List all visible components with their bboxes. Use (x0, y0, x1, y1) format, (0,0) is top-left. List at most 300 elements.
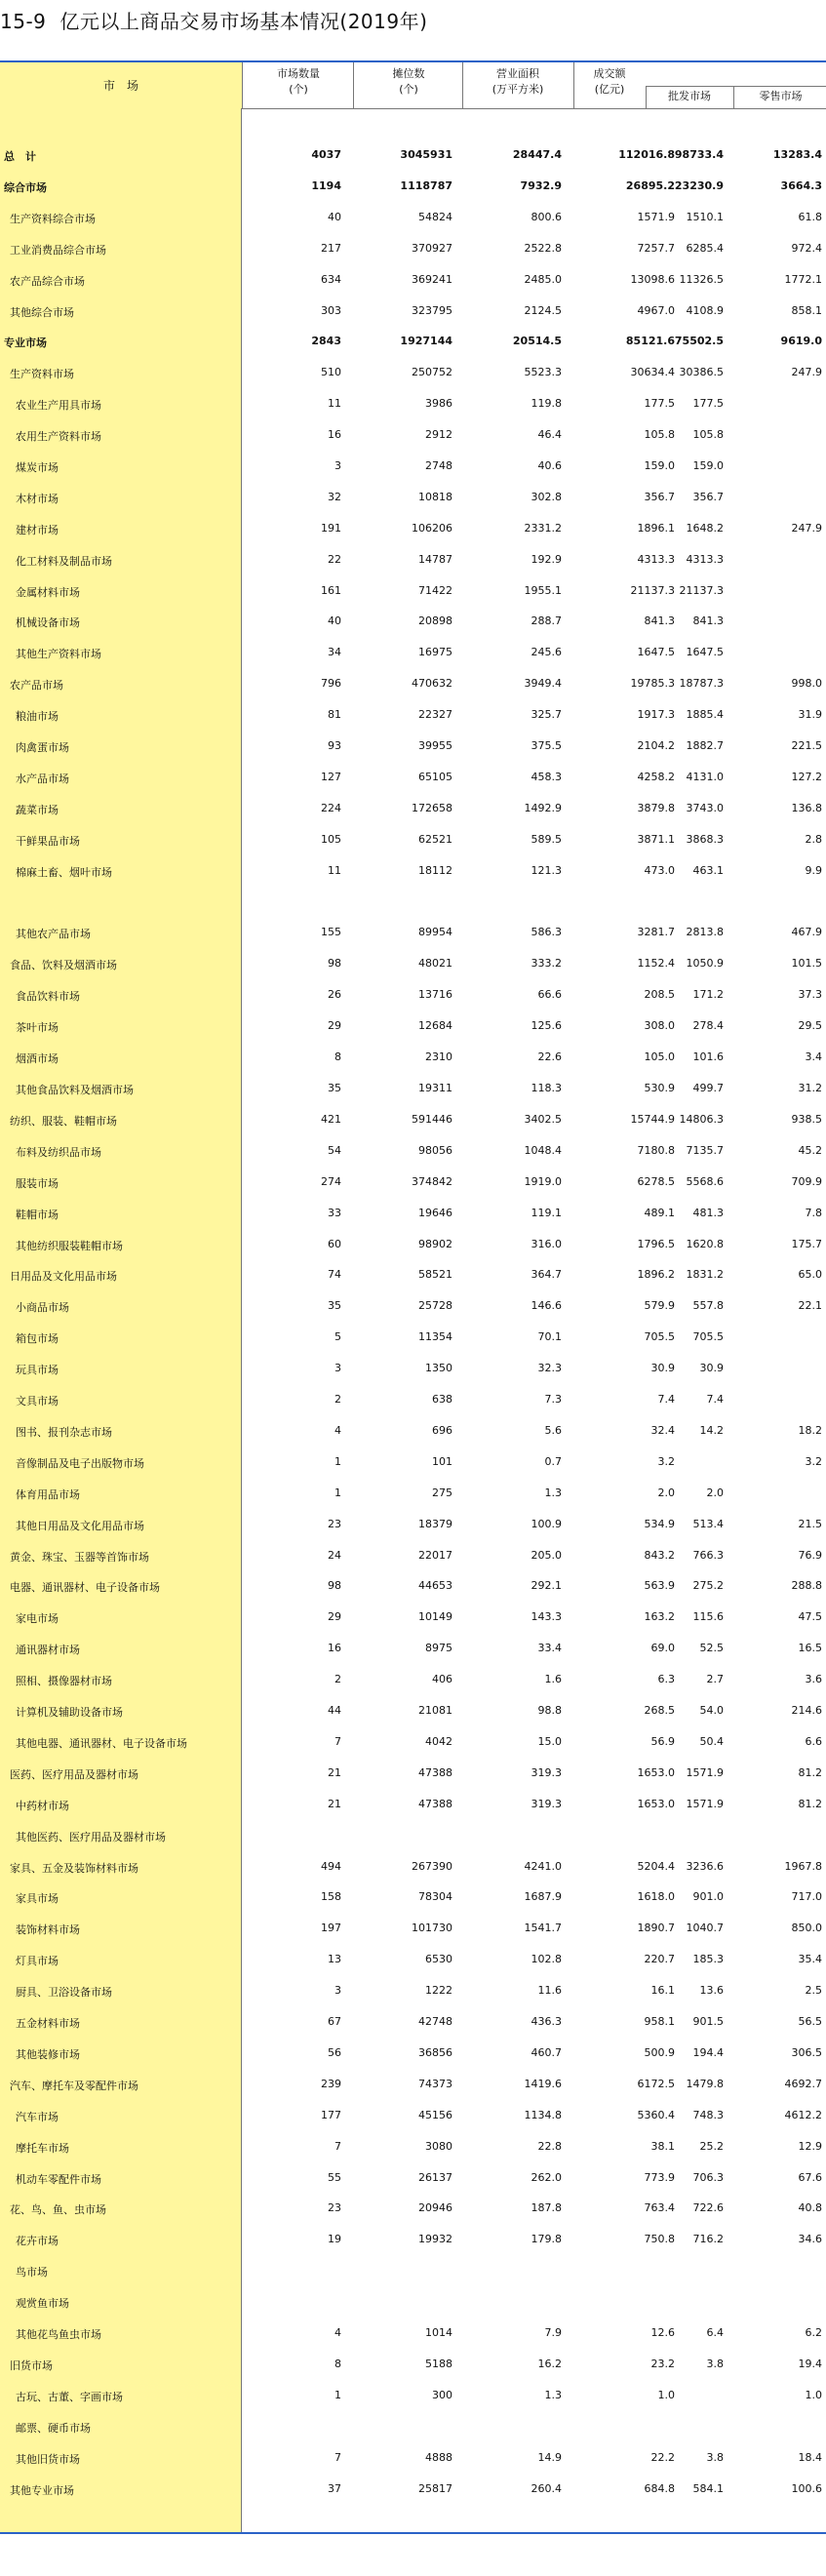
turnover-cell: 2104.2 (637, 739, 675, 752)
row-label: 其他农产品市场 (16, 928, 91, 940)
table-row (0, 211, 826, 226)
count-cell: 634 (321, 273, 341, 286)
table-row (0, 1050, 826, 1066)
row-label: 家电市场 (16, 1612, 59, 1625)
wholesale-cell: 1648.2 (686, 522, 724, 535)
count-cell: 40 (328, 614, 341, 627)
wholesale-cell: 115.6 (692, 1610, 724, 1623)
table-row (0, 1113, 826, 1129)
count-cell: 1 (334, 1455, 341, 1468)
wholesale-cell: 177.5 (692, 397, 724, 410)
wholesale-cell: 513.4 (692, 1518, 724, 1530)
row-label: 茶叶市场 (16, 1021, 59, 1034)
count-cell: 303 (321, 304, 341, 317)
table-row (0, 2451, 826, 2467)
wholesale-cell: 1571.9 (686, 1766, 724, 1779)
row-label: 其他花鸟鱼虫市场 (16, 2328, 101, 2341)
wholesale-cell: 7135.7 (686, 1144, 724, 1157)
retail-cell: 16.5 (798, 1642, 822, 1654)
count-cell: 23 (328, 1518, 341, 1530)
area-cell: 187.8 (531, 2201, 562, 2214)
table-row (0, 2358, 826, 2373)
wholesale-cell: 1040.7 (686, 1922, 724, 1934)
area-cell: 1687.9 (524, 1890, 562, 1903)
turnover-cell: 7257.7 (637, 242, 675, 255)
retail-cell: 56.5 (798, 2015, 822, 2028)
row-label: 专业市场 (4, 337, 47, 349)
count-cell: 1194 (311, 179, 341, 192)
stalls-cell: 323795 (412, 304, 452, 317)
stalls-cell: 406 (432, 1673, 452, 1685)
table-row (0, 1518, 826, 1533)
retail-cell: 4692.7 (784, 2078, 822, 2090)
turnover-cell: 1653.0 (637, 1766, 675, 1779)
stalls-cell: 54824 (418, 211, 452, 223)
stalls-cell: 47388 (418, 1798, 452, 1810)
stalls-cell: 696 (432, 1424, 452, 1437)
table-row (0, 179, 826, 195)
count-cell: 161 (321, 584, 341, 597)
table-row (0, 926, 826, 941)
table-row (0, 2389, 826, 2404)
stalls-cell: 71422 (418, 584, 452, 597)
row-label: 蔬菜市场 (16, 804, 59, 816)
table-row (0, 1393, 826, 1408)
table-row (0, 864, 826, 880)
row-label: 机械设备市场 (16, 616, 80, 629)
area-cell: 119.1 (531, 1207, 562, 1219)
turnover-cell: 3281.7 (637, 926, 675, 938)
wholesale-cell: 1882.7 (686, 739, 724, 752)
stalls-cell: 14787 (418, 553, 452, 566)
wholesale-cell: 7.4 (706, 1393, 724, 1406)
count-cell: 11 (328, 864, 341, 877)
wholesale-cell: 1647.5 (686, 646, 724, 658)
row-label: 鸟市场 (16, 2266, 48, 2279)
turnover-cell: 684.8 (644, 2482, 675, 2495)
turnover-cell: 208.5 (644, 988, 675, 1001)
turnover-cell: 220.7 (644, 1953, 675, 1965)
table-row (0, 1238, 826, 1253)
row-label: 汽车市场 (16, 2111, 59, 2123)
count-cell: 54 (328, 1144, 341, 1157)
area-cell: 143.3 (531, 1610, 562, 1623)
stalls-cell: 101730 (412, 1922, 452, 1934)
row-label: 布料及纺织品市场 (16, 1146, 101, 1159)
wholesale-cell: 14806.3 (679, 1113, 724, 1126)
retail-cell: 40.8 (798, 2201, 822, 2214)
page-title (0, 6, 427, 34)
turnover-cell: 763.4 (644, 2201, 675, 2214)
wholesale-cell: 98733.4 (674, 148, 724, 161)
count-cell: 55 (328, 2171, 341, 2184)
retail-cell: 12.9 (798, 2140, 822, 2153)
retail-cell: 1772.1 (784, 273, 822, 286)
table-row (0, 1673, 826, 1688)
retail-cell: 35.4 (798, 1953, 822, 1965)
count-cell: 1 (334, 2389, 341, 2401)
wholesale-cell: 21137.3 (679, 584, 724, 597)
turnover-cell: 773.9 (644, 2171, 675, 2184)
area-cell: 7932.9 (520, 179, 562, 192)
turnover-cell: 23.2 (650, 2358, 675, 2370)
retail-cell: 9.9 (805, 864, 822, 877)
stalls-cell: 74373 (418, 2078, 452, 2090)
turnover-cell: 6278.5 (637, 1175, 675, 1188)
retail-cell: 22.1 (798, 1299, 822, 1312)
turnover-cell: 958.1 (644, 2015, 675, 2028)
stalls-cell: 10149 (418, 1610, 452, 1623)
table-row (0, 148, 826, 164)
area-cell: 46.4 (537, 428, 562, 441)
turnover-cell: 21137.3 (630, 584, 675, 597)
stalls-cell: 8975 (425, 1642, 452, 1654)
stalls-cell: 5188 (425, 2358, 452, 2370)
retail-cell: 34.6 (798, 2233, 822, 2245)
count-cell: 4037 (311, 148, 341, 161)
header-area-unit: (万平方米) (492, 83, 544, 96)
wholesale-cell: 75502.5 (674, 335, 724, 347)
turnover-cell: 26895.2 (625, 179, 675, 192)
wholesale-cell: 705.5 (692, 1330, 724, 1343)
table-row (0, 1144, 826, 1160)
count-cell: 24 (328, 1549, 341, 1562)
table-row (0, 2109, 826, 2124)
row-label: 汽车、摩托车及零配件市场 (10, 2080, 138, 2092)
count-cell: 21 (328, 1766, 341, 1779)
row-label: 玩具市场 (16, 1364, 59, 1376)
row-label: 棉麻土畜、烟叶市场 (16, 866, 112, 879)
retail-cell: 47.5 (798, 1610, 822, 1623)
row-label: 生产资料市场 (10, 368, 74, 380)
row-label: 其他装修市场 (16, 2048, 80, 2061)
header-divider (646, 87, 647, 108)
stalls-cell: 2748 (425, 459, 452, 472)
retail-cell: 4612.2 (784, 2109, 822, 2121)
retail-cell: 18.2 (798, 1424, 822, 1437)
area-cell: 262.0 (531, 2171, 562, 2184)
stalls-cell: 638 (432, 1393, 452, 1406)
row-label: 其他旧货市场 (16, 2453, 80, 2466)
retail-cell: 19.4 (798, 2358, 822, 2370)
table-row (0, 1362, 826, 1377)
stalls-cell: 22327 (418, 708, 452, 721)
area-cell: 100.9 (531, 1518, 562, 1530)
count-cell: 22 (328, 553, 341, 566)
wholesale-cell: 1620.8 (686, 1238, 724, 1250)
table-row (0, 1735, 826, 1751)
area-cell: 7.3 (544, 1393, 562, 1406)
row-label: 其他生产资料市场 (16, 648, 101, 660)
stalls-cell: 19932 (418, 2233, 452, 2245)
table-row (0, 1922, 826, 1937)
turnover-cell: 7180.8 (637, 1144, 675, 1157)
count-cell: 19 (328, 2233, 341, 2245)
area-cell: 1134.8 (524, 2109, 562, 2121)
header-count-label: 市场数量 (277, 67, 320, 80)
count-cell: 29 (328, 1019, 341, 1032)
retail-cell: 37.3 (798, 988, 822, 1001)
count-cell: 155 (321, 926, 341, 938)
area-cell: 70.1 (537, 1330, 562, 1343)
table-row (0, 1579, 826, 1595)
stalls-cell: 2912 (425, 428, 452, 441)
row-label: 家具、五金及装饰材料市场 (10, 1862, 138, 1875)
wholesale-cell: 1479.8 (686, 2078, 724, 2090)
retail-cell: 1967.8 (784, 1860, 822, 1873)
wholesale-cell: 25.2 (699, 2140, 724, 2153)
row-label: 图书、报刊杂志市场 (16, 1426, 112, 1439)
table-row (0, 366, 826, 381)
turnover-cell: 356.7 (644, 491, 675, 503)
stalls-cell: 12684 (418, 1019, 452, 1032)
table-row (0, 1268, 826, 1284)
stalls-cell: 4888 (425, 2451, 452, 2464)
count-cell: 29 (328, 1610, 341, 1623)
retail-cell: 101.5 (791, 957, 822, 970)
area-cell: 586.3 (531, 926, 562, 938)
row-label: 厨具、卫浴设备市场 (16, 1986, 112, 1999)
wholesale-cell: 557.8 (692, 1299, 724, 1312)
wholesale-cell: 3236.6 (686, 1860, 724, 1873)
count-cell: 2843 (311, 335, 341, 347)
count-cell: 127 (321, 771, 341, 783)
area-cell: 319.3 (531, 1798, 562, 1810)
stalls-cell: 21081 (418, 1704, 452, 1717)
stalls-cell: 1350 (425, 1362, 452, 1374)
turnover-cell: 4258.2 (637, 771, 675, 783)
count-cell: 4 (334, 1424, 341, 1437)
row-label: 生产资料综合市场 (10, 213, 96, 225)
area-cell: 15.0 (537, 1735, 562, 1748)
area-cell: 2331.2 (524, 522, 562, 535)
table-row (0, 802, 826, 817)
retail-cell: 18.4 (798, 2451, 822, 2464)
row-label: 电器、通讯器材、电子设备市场 (10, 1581, 160, 1594)
table-row (0, 1486, 826, 1502)
stalls-cell: 39955 (418, 739, 452, 752)
area-cell: 179.8 (531, 2233, 562, 2245)
row-label: 其他专业市场 (10, 2484, 74, 2497)
count-cell: 74 (328, 1268, 341, 1281)
table-row (0, 335, 826, 350)
area-cell: 102.8 (531, 1953, 562, 1965)
turnover-cell: 473.0 (644, 864, 675, 877)
turnover-cell: 105.0 (644, 1050, 675, 1063)
turnover-cell: 85121.6 (625, 335, 675, 347)
area-cell: 1.6 (544, 1673, 562, 1685)
area-cell: 288.7 (531, 614, 562, 627)
wholesale-cell: 159.0 (692, 459, 724, 472)
turnover-cell: 105.8 (644, 428, 675, 441)
count-cell: 8 (334, 1050, 341, 1063)
count-cell: 5 (334, 1330, 341, 1343)
row-label: 肉禽蛋市场 (16, 741, 69, 754)
retail-cell: 306.5 (791, 2046, 822, 2059)
wholesale-cell: 2813.8 (686, 926, 724, 938)
turnover-cell: 534.9 (644, 1518, 675, 1530)
row-label: 花、鸟、鱼、虫市场 (10, 2203, 106, 2216)
header-area-label: 营业面积 (496, 67, 539, 80)
turnover-cell: 563.9 (644, 1579, 675, 1592)
retail-cell: 6.6 (805, 1735, 822, 1748)
wholesale-cell: 23230.9 (674, 179, 724, 192)
wholesale-cell: 2.7 (706, 1673, 724, 1685)
retail-cell: 6.2 (805, 2326, 822, 2339)
turnover-cell: 841.3 (644, 614, 675, 627)
retail-cell: 67.6 (798, 2171, 822, 2184)
retail-cell: 3.4 (805, 1050, 822, 1063)
stalls-cell: 48021 (418, 957, 452, 970)
area-cell: 205.0 (531, 1549, 562, 1562)
row-label: 旧货市场 (10, 2359, 53, 2372)
count-cell: 3 (334, 459, 341, 472)
table-row (0, 739, 826, 755)
turnover-cell: 750.8 (644, 2233, 675, 2245)
count-cell: 21 (328, 1798, 341, 1810)
area-cell: 458.3 (531, 771, 562, 783)
stalls-cell: 11354 (418, 1330, 452, 1343)
stalls-cell: 19646 (418, 1207, 452, 1219)
row-label: 总 计 (4, 150, 36, 163)
area-cell: 5.6 (544, 1424, 562, 1437)
area-cell: 260.4 (531, 2482, 562, 2495)
count-cell: 158 (321, 1890, 341, 1903)
row-label: 日用品及文化用品市场 (10, 1270, 117, 1283)
retail-cell: 76.9 (798, 1549, 822, 1562)
stalls-cell: 25728 (418, 1299, 452, 1312)
wholesale-cell: 841.3 (692, 614, 724, 627)
turnover-cell: 1890.7 (637, 1922, 675, 1934)
retail-cell: 175.7 (791, 1238, 822, 1250)
retail-cell: 2.5 (805, 1984, 822, 1997)
retail-cell: 1.0 (805, 2389, 822, 2401)
stalls-cell: 101 (432, 1455, 452, 1468)
wholesale-cell: 30.9 (699, 1362, 724, 1374)
turnover-cell: 1647.5 (637, 646, 675, 658)
area-cell: 436.3 (531, 2015, 562, 2028)
area-cell: 20514.5 (512, 335, 562, 347)
table-row (0, 2171, 826, 2187)
retail-cell: 13283.4 (772, 148, 822, 161)
retail-cell: 29.5 (798, 1019, 822, 1032)
turnover-cell: 16.1 (650, 1984, 675, 1997)
row-label: 灯具市场 (16, 1955, 59, 1967)
wholesale-cell: 185.3 (692, 1953, 724, 1965)
row-label: 计算机及辅助设备市场 (16, 1706, 123, 1719)
count-cell: 1 (334, 1486, 341, 1499)
table-row (0, 1890, 826, 1906)
area-cell: 375.5 (531, 739, 562, 752)
table-row (0, 273, 826, 289)
row-label: 农产品综合市场 (10, 275, 85, 288)
count-cell: 93 (328, 739, 341, 752)
row-label: 摩托车市场 (16, 2142, 69, 2155)
turnover-cell: 3879.8 (637, 802, 675, 814)
count-cell: 37 (328, 2482, 341, 2495)
wholesale-cell: 6.4 (706, 2326, 724, 2339)
table-row (0, 397, 826, 413)
count-cell: 34 (328, 646, 341, 658)
wholesale-cell: 463.1 (692, 864, 724, 877)
turnover-cell: 7.4 (657, 1393, 675, 1406)
count-cell: 44 (328, 1704, 341, 1717)
table-row (0, 614, 826, 630)
retail-cell: 709.9 (791, 1175, 822, 1188)
stalls-cell: 98902 (418, 1238, 452, 1250)
stalls-cell: 65105 (418, 771, 452, 783)
stalls-cell: 20946 (418, 2201, 452, 2214)
table-row (0, 2078, 826, 2093)
count-cell: 98 (328, 957, 341, 970)
area-cell: 3402.5 (524, 1113, 562, 1126)
wholesale-cell: 194.4 (692, 2046, 724, 2059)
area-cell: 292.1 (531, 1579, 562, 1592)
stalls-cell: 267390 (412, 1860, 452, 1873)
turnover-cell: 3871.1 (637, 833, 675, 846)
area-cell: 146.6 (531, 1299, 562, 1312)
wholesale-cell: 30386.5 (679, 366, 724, 378)
stalls-cell: 42748 (418, 2015, 452, 2028)
row-label: 综合市场 (4, 181, 47, 194)
header-count-unit: (个) (289, 83, 308, 96)
wholesale-cell: 52.5 (699, 1642, 724, 1654)
count-cell: 239 (321, 2078, 341, 2090)
turnover-cell: 1896.2 (637, 1268, 675, 1281)
area-cell: 302.8 (531, 491, 562, 503)
wholesale-cell: 171.2 (692, 988, 724, 1001)
area-cell: 4241.0 (524, 1860, 562, 1873)
stalls-cell: 3986 (425, 397, 452, 410)
table-number: 15-9 (0, 10, 47, 33)
turnover-cell: 1.0 (657, 2389, 675, 2401)
row-label: 化工材料及制品市场 (16, 555, 112, 568)
turnover-cell: 579.9 (644, 1299, 675, 1312)
wholesale-cell: 1571.9 (686, 1798, 724, 1810)
table-row (0, 1019, 826, 1035)
header-area (464, 66, 571, 98)
count-cell: 197 (321, 1922, 341, 1934)
table-row (0, 1704, 826, 1720)
stalls-cell: 370927 (412, 242, 452, 255)
count-cell: 217 (321, 242, 341, 255)
area-cell: 22.8 (537, 2140, 562, 2153)
wholesale-cell: 275.2 (692, 1579, 724, 1592)
area-cell: 0.7 (544, 1455, 562, 1468)
retail-cell: 127.2 (791, 771, 822, 783)
table-row (0, 677, 826, 693)
area-cell: 1.3 (544, 2389, 562, 2401)
area-cell: 3949.4 (524, 677, 562, 690)
table-row (0, 2295, 826, 2311)
area-cell: 32.3 (537, 1362, 562, 1374)
stalls-cell: 47388 (418, 1766, 452, 1779)
row-label: 木材市场 (16, 493, 59, 505)
wholesale-cell: 6285.4 (686, 242, 724, 255)
row-label: 观赏鱼市场 (16, 2297, 69, 2310)
stalls-cell: 1927144 (400, 335, 452, 347)
table-row (0, 1642, 826, 1657)
wholesale-cell: 1510.1 (686, 211, 724, 223)
count-cell: 56 (328, 2046, 341, 2059)
row-label: 煤炭市场 (16, 461, 59, 474)
row-label: 干鲜果品市场 (16, 835, 80, 848)
count-cell: 33 (328, 1207, 341, 1219)
retail-cell: 3664.3 (780, 179, 822, 192)
wholesale-cell: 481.3 (692, 1207, 724, 1219)
retail-cell: 2.8 (805, 833, 822, 846)
count-cell: 60 (328, 1238, 341, 1250)
